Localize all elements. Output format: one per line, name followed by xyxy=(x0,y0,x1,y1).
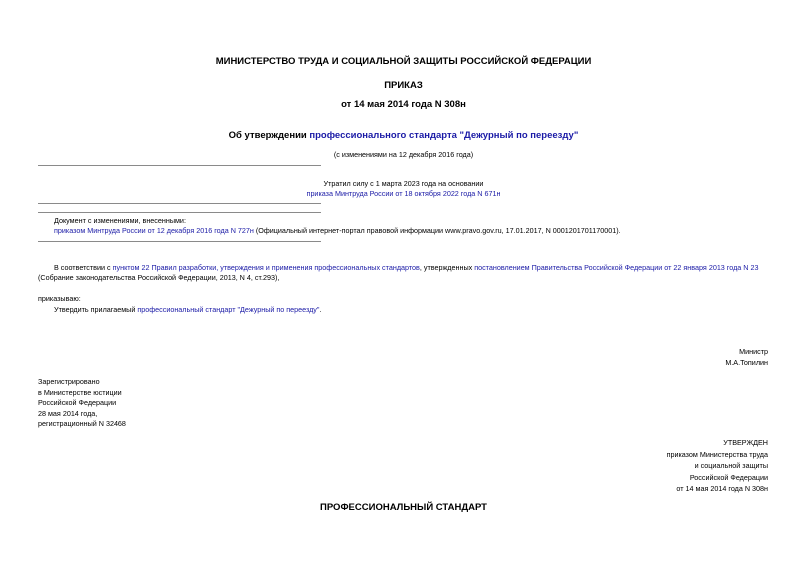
p2-end: . xyxy=(319,305,322,314)
rules-point-link[interactable]: пунктом 22 Правил разработки, утверждения и применения профессиональных стандартов xyxy=(112,263,420,272)
document-title xyxy=(0,130,807,141)
amendment-source: (Официальный интернет-портал правовой информации www.pravo.gov.ru, 17.01.2017, N 0001201701170001). xyxy=(253,226,621,235)
approval-line: Российской Федерации xyxy=(689,472,768,482)
approval-line: и социальной защиты xyxy=(694,461,768,470)
amendment-order-link[interactable]: приказом Минтруда России от 12 декабря 2016 года N 727н xyxy=(54,226,254,235)
standard-heading: ПРОФЕССИОНАЛЬНЫЙ СТАНДАРТ xyxy=(320,502,487,513)
expired-order-link[interactable]: приказа Минтруда России от 18 октября 2022 года N 671н xyxy=(306,189,501,198)
approval-line: УТВЕРЖДЕН xyxy=(723,438,768,447)
expired-note: Утратил силу с 1 марта 2023 года на основании xyxy=(323,179,484,188)
order-heading: ПРИКАЗ xyxy=(384,80,423,91)
approval-line: от 14 мая 2014 года N 308н xyxy=(676,484,768,493)
registration-line: Зарегистрировано xyxy=(38,377,100,386)
registration-line: 28 мая 2014 года, xyxy=(38,408,98,418)
divider xyxy=(38,165,321,166)
registration-line: регистрационный N 32468 xyxy=(38,419,126,428)
order-word: приказываю: xyxy=(38,294,81,303)
body-paragraph-1 xyxy=(54,263,758,273)
amendments-intro: Документ с изменениями, внесенными: xyxy=(54,216,186,225)
changes-note: (с изменениями на 12 декабря 2016 года) xyxy=(333,150,474,159)
amendments-line xyxy=(54,226,621,236)
registration-line: в Министерстве юстиции xyxy=(38,387,122,397)
signature-block xyxy=(568,346,768,368)
order-date: от 14 мая 2014 года N 308н xyxy=(341,99,466,110)
approval-line: приказом Министерства труда xyxy=(666,449,768,459)
divider xyxy=(38,241,321,242)
signature-position: Министр xyxy=(739,347,768,356)
title-standard-link[interactable]: профессионального стандарта "Дежурный по переезду" xyxy=(309,130,579,141)
expired-link-line xyxy=(0,189,807,199)
body-paragraph-2 xyxy=(54,305,321,315)
divider xyxy=(38,203,321,204)
signature-name: М.А.Топилин xyxy=(725,358,768,367)
p1-mid: , утвержденных xyxy=(419,263,475,272)
ministry-heading: МИНИСТЕРСТВО ТРУДА И СОЦИАЛЬНОЙ ЗАЩИТЫ РОССИЙСКОЙ ФЕДЕРАЦИИ xyxy=(215,56,592,67)
standard-link[interactable]: профессиональный стандарт "Дежурный по переезду" xyxy=(137,305,320,314)
government-decree-link[interactable]: постановлением Правительства Российской Федерации от 22 января 2013 года N 23 xyxy=(474,263,759,272)
title-prefix: Об утверждении xyxy=(228,130,310,141)
p2-start: Утвердить прилагаемый xyxy=(54,305,138,314)
approval-block xyxy=(468,437,768,495)
registration-line: Российской Федерации xyxy=(38,398,117,407)
p1-start: В соответствии с xyxy=(54,263,113,272)
body-paragraph-1-end: (Собрание законодательства Российской Федерации, 2013, N 4, ст.293), xyxy=(38,273,280,282)
registration-block xyxy=(38,377,238,430)
divider xyxy=(38,212,321,213)
